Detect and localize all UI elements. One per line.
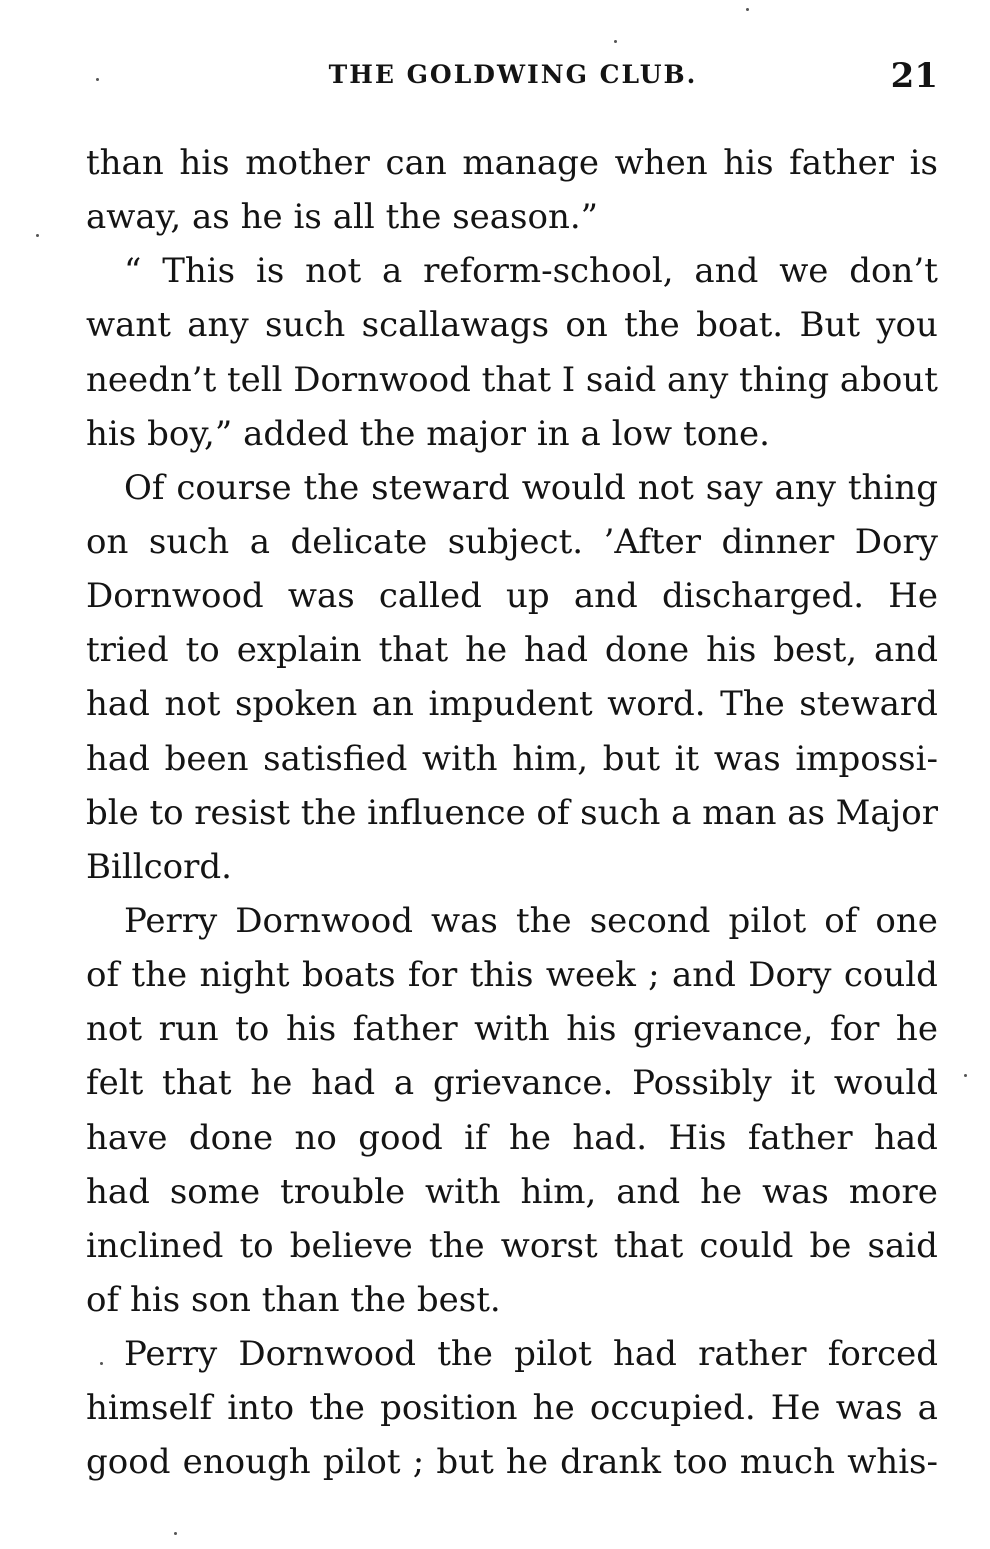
text-word: Dornwood: [86, 576, 264, 617]
text-line: [86, 1165, 938, 1219]
text-word: was: [287, 576, 355, 617]
text-word: Billcord.: [86, 846, 232, 887]
text-word: father: [747, 1117, 853, 1158]
text-word: more: [848, 1171, 938, 1212]
text-word: boat.: [696, 305, 784, 346]
text-word: He: [888, 576, 938, 617]
text-word: a: [382, 251, 403, 292]
text-word: was: [713, 738, 781, 779]
text-word: not: [305, 251, 362, 292]
text-word: position: [380, 1388, 518, 1429]
text-word: that: [162, 1063, 232, 1104]
text-word: trouble: [280, 1171, 406, 1212]
text-word: of: [824, 900, 858, 941]
text-word: such: [580, 792, 661, 833]
text-word: tone.: [683, 413, 770, 454]
text-word: Major: [835, 792, 938, 833]
text-word: the: [624, 305, 680, 346]
text-word: needn’t: [86, 359, 217, 400]
print-speck: [36, 234, 39, 237]
text-word: such: [265, 305, 346, 346]
text-word: the: [385, 197, 442, 238]
print-speck: [96, 78, 99, 81]
text-word: with: [422, 738, 498, 779]
text-word: had: [86, 1171, 150, 1212]
text-word: grievance.: [432, 1063, 614, 1104]
print-speck: [746, 8, 749, 11]
text-word: called: [378, 576, 482, 617]
text-word: whis-: [847, 1442, 938, 1483]
text-word: word.: [607, 684, 706, 725]
text-word: he: [508, 1117, 551, 1158]
text-word: father: [789, 143, 894, 183]
text-word: had: [874, 1117, 938, 1158]
text-line: [86, 1111, 938, 1165]
text-word: it: [790, 1063, 816, 1104]
text-line: [86, 190, 938, 244]
print-speck: [174, 1532, 177, 1535]
text-word: would: [833, 1063, 938, 1104]
text-word: Perry: [124, 1334, 218, 1375]
text-word: said: [585, 359, 657, 400]
text-word: himself: [86, 1388, 213, 1429]
text-word: than: [261, 1279, 340, 1320]
text-word: you: [876, 305, 938, 346]
text-word: resist: [194, 792, 291, 833]
running-title: THE GOLDWING CLUB.: [328, 60, 698, 89]
text-word: Dory: [854, 521, 938, 562]
text-word: scallawags: [361, 305, 550, 346]
text-word: no: [294, 1117, 337, 1158]
text-word: enough: [182, 1442, 311, 1483]
text-word: discharged.: [662, 576, 865, 617]
text-word: had: [612, 1334, 677, 1375]
text-word: believe: [289, 1225, 413, 1266]
text-line: [86, 407, 938, 461]
text-word: about: [839, 359, 938, 400]
text-word: his: [86, 413, 137, 454]
text-word: all: [332, 197, 375, 238]
text-word: His: [668, 1117, 727, 1158]
text-word: influence: [367, 792, 526, 833]
text-word: and: [671, 955, 736, 996]
text-word: best.: [416, 1279, 501, 1320]
text-word: any: [187, 305, 249, 346]
text-word: best,: [773, 630, 858, 671]
text-word: to: [239, 1225, 274, 1266]
text-line: [86, 1002, 938, 1056]
print-speck: [614, 40, 617, 43]
text-word: not: [164, 684, 221, 725]
print-speck: [964, 1074, 967, 1077]
text-word: than: [86, 143, 164, 183]
text-line: [86, 1273, 938, 1327]
print-speck: [100, 1362, 103, 1365]
text-word: the: [428, 1225, 485, 1266]
text-word: night: [199, 955, 290, 996]
text-word: have: [86, 1117, 168, 1158]
text-word: He: [770, 1388, 821, 1429]
text-word: Possibly: [632, 1063, 772, 1104]
text-word: say: [705, 467, 763, 508]
text-word: much: [739, 1442, 835, 1483]
text-word: he: [465, 630, 508, 671]
text-word: of: [86, 955, 120, 996]
text-line: [86, 569, 938, 623]
text-word: grievance,: [633, 1009, 814, 1050]
page-number: 21: [890, 56, 938, 96]
text-word: pilot: [728, 900, 807, 941]
text-word: up: [506, 576, 550, 617]
text-word: any: [774, 467, 836, 508]
text-line: [86, 786, 938, 840]
text-line: [86, 1056, 938, 1110]
text-word: that: [613, 1225, 684, 1266]
text-word: if: [464, 1117, 488, 1158]
text-word: tell: [226, 359, 283, 400]
text-word: the: [300, 792, 357, 833]
text-word: major: [426, 413, 527, 454]
text-word: be: [809, 1225, 852, 1266]
text-word: of: [536, 792, 570, 833]
text-word: delicate: [290, 521, 428, 562]
text-word: the: [303, 467, 360, 508]
text-word: was: [431, 900, 498, 941]
text-word: impudent: [428, 684, 593, 725]
text-line: [86, 244, 938, 298]
text-word: Dory: [748, 955, 832, 996]
text-word: the: [350, 1279, 407, 1320]
text-word: his: [706, 630, 757, 671]
text-word: Dornwood: [235, 900, 413, 941]
text-word: too: [673, 1442, 728, 1483]
text-word: worst: [500, 1225, 598, 1266]
text-word: forced: [827, 1334, 938, 1375]
text-word: the: [309, 1388, 365, 1429]
text-line: [86, 1381, 938, 1435]
text-word: week: [545, 955, 636, 996]
text-word: thing: [847, 467, 938, 508]
text-word: in: [536, 413, 570, 454]
text-word: But: [799, 305, 860, 346]
text-word: he: [250, 1063, 293, 1104]
text-word: subject.: [447, 521, 584, 562]
text-word: low: [611, 413, 673, 454]
text-word: second: [589, 900, 711, 941]
text-word: drank: [560, 1442, 661, 1483]
text-word: thing: [739, 359, 830, 400]
text-word: Dornwood: [293, 359, 471, 400]
text-word: a: [249, 521, 270, 562]
text-word: felt: [86, 1063, 144, 1104]
text-word: reform-school,: [423, 251, 674, 292]
text-word: and: [694, 251, 759, 292]
running-head: [88, 56, 938, 100]
text-word: a: [671, 792, 692, 833]
text-line: [86, 136, 938, 190]
text-line: [86, 353, 938, 407]
text-word: for: [830, 1009, 880, 1050]
text-word: mother: [245, 143, 370, 183]
text-word: course: [176, 467, 292, 508]
text-word: This: [162, 251, 236, 292]
text-line: [86, 894, 938, 948]
text-line: [86, 677, 938, 731]
text-word: pilot: [514, 1334, 592, 1375]
text-word: boy,”: [147, 413, 233, 454]
text-word: done: [604, 630, 690, 671]
text-word: Perry: [124, 900, 218, 941]
text-word: man: [702, 792, 777, 833]
text-word: Of: [124, 467, 165, 508]
text-word: his: [179, 143, 230, 183]
text-word: done: [188, 1117, 274, 1158]
text-word: but: [436, 1442, 494, 1483]
text-word: had: [86, 684, 150, 725]
text-word: could: [843, 955, 938, 996]
text-word: ;: [648, 955, 660, 996]
text-word: is: [255, 251, 285, 292]
text-word: an: [371, 684, 414, 725]
text-word: him,: [512, 738, 589, 779]
text-word: was: [762, 1171, 829, 1212]
text-word: dinner: [721, 521, 835, 562]
text-word: could: [699, 1225, 794, 1266]
text-word: the: [131, 955, 188, 996]
text-line: [86, 623, 938, 677]
text-word: and: [874, 630, 938, 671]
text-word: he: [895, 1009, 938, 1050]
text-word: his: [723, 143, 774, 183]
text-word: for: [407, 955, 458, 996]
text-word: not: [86, 1009, 143, 1050]
text-word: of: [86, 1279, 120, 1320]
text-word: to: [235, 1009, 270, 1050]
text-word: and: [616, 1171, 681, 1212]
text-word: he: [532, 1388, 575, 1429]
text-word: had: [524, 630, 588, 671]
text-word: was: [835, 1388, 903, 1429]
text-word: but: [602, 738, 661, 779]
text-word: it: [674, 738, 700, 779]
text-word: the: [437, 1334, 493, 1375]
text-line: [86, 1435, 938, 1489]
text-word: rather: [698, 1334, 807, 1375]
text-word: “: [124, 251, 142, 292]
text-line: [86, 840, 938, 894]
text-word: steward: [371, 467, 510, 508]
text-word: father: [352, 1009, 458, 1050]
text-line: [86, 1327, 938, 1381]
text-word: pilot: [322, 1442, 401, 1483]
text-word: can: [385, 143, 447, 183]
text-word: the: [515, 900, 572, 941]
text-line: [86, 948, 938, 1002]
text-word: on: [86, 521, 129, 562]
text-word: Dornwood: [238, 1334, 417, 1375]
text-word: don’t: [849, 251, 938, 292]
text-word: he: [240, 197, 283, 238]
text-word: one: [875, 900, 938, 941]
text-word: with: [474, 1009, 550, 1050]
text-word: and: [573, 576, 638, 617]
text-word: not: [637, 467, 694, 508]
text-word: away,: [86, 197, 182, 238]
text-word: with: [425, 1171, 501, 1212]
text-word: his: [129, 1279, 181, 1320]
text-line: [86, 515, 938, 569]
text-word: explain: [236, 630, 362, 671]
text-word: ’After: [603, 521, 701, 562]
text-word: he: [700, 1171, 743, 1212]
text-word: that: [378, 630, 449, 671]
text-word: ble: [86, 792, 139, 833]
text-word: a: [580, 413, 601, 454]
text-word: as: [787, 792, 825, 833]
text-word: his: [566, 1009, 617, 1050]
text-word: added: [243, 413, 349, 454]
text-word: ;: [412, 1442, 425, 1483]
text-word: tried: [86, 630, 169, 671]
text-word: good: [86, 1442, 171, 1483]
text-word: impossi-: [795, 738, 938, 779]
text-word: the: [359, 413, 416, 454]
text-word: such: [148, 521, 230, 562]
text-word: to: [149, 792, 184, 833]
text-word: on: [565, 305, 608, 346]
text-word: satisfied: [263, 738, 408, 779]
text-word: been: [164, 738, 249, 779]
text-word: The: [720, 684, 785, 725]
text-word: son: [191, 1279, 251, 1320]
text-word: manage: [462, 143, 599, 183]
text-line: [86, 732, 938, 786]
text-word: had: [311, 1063, 376, 1104]
text-word: is: [293, 197, 322, 238]
text-word: said: [867, 1225, 938, 1266]
text-word: a: [917, 1388, 938, 1429]
text-line: [86, 298, 938, 352]
text-word: his: [285, 1009, 337, 1050]
text-word: any: [666, 359, 729, 400]
text-word: this: [469, 955, 534, 996]
text-word: run: [158, 1009, 219, 1050]
text-word: into: [227, 1388, 295, 1429]
text-word: him,: [520, 1171, 597, 1212]
text-word: is: [909, 143, 938, 183]
text-word: when: [614, 143, 708, 183]
text-word: would: [521, 467, 626, 508]
text-word: boats: [301, 955, 396, 996]
text-word: to: [185, 630, 220, 671]
text-word: occupied.: [589, 1388, 756, 1429]
text-word: that: [481, 359, 552, 400]
text-word: as: [192, 197, 230, 238]
text-word: had: [86, 738, 150, 779]
text-word: I: [561, 359, 576, 400]
text-word: had.: [572, 1117, 648, 1158]
text-word: good: [358, 1117, 443, 1158]
text-word: steward: [799, 684, 938, 725]
text-line: [86, 461, 938, 515]
text-word: a: [393, 1063, 415, 1104]
text-word: inclined: [86, 1225, 224, 1266]
text-word: he: [505, 1442, 548, 1483]
text-word: spoken: [234, 684, 358, 725]
text-word: want: [86, 305, 171, 346]
text-word: we: [779, 251, 829, 292]
body-text: [86, 136, 938, 1490]
text-word: some: [169, 1171, 261, 1212]
text-word: season.”: [452, 197, 599, 238]
text-line: [86, 1219, 938, 1273]
